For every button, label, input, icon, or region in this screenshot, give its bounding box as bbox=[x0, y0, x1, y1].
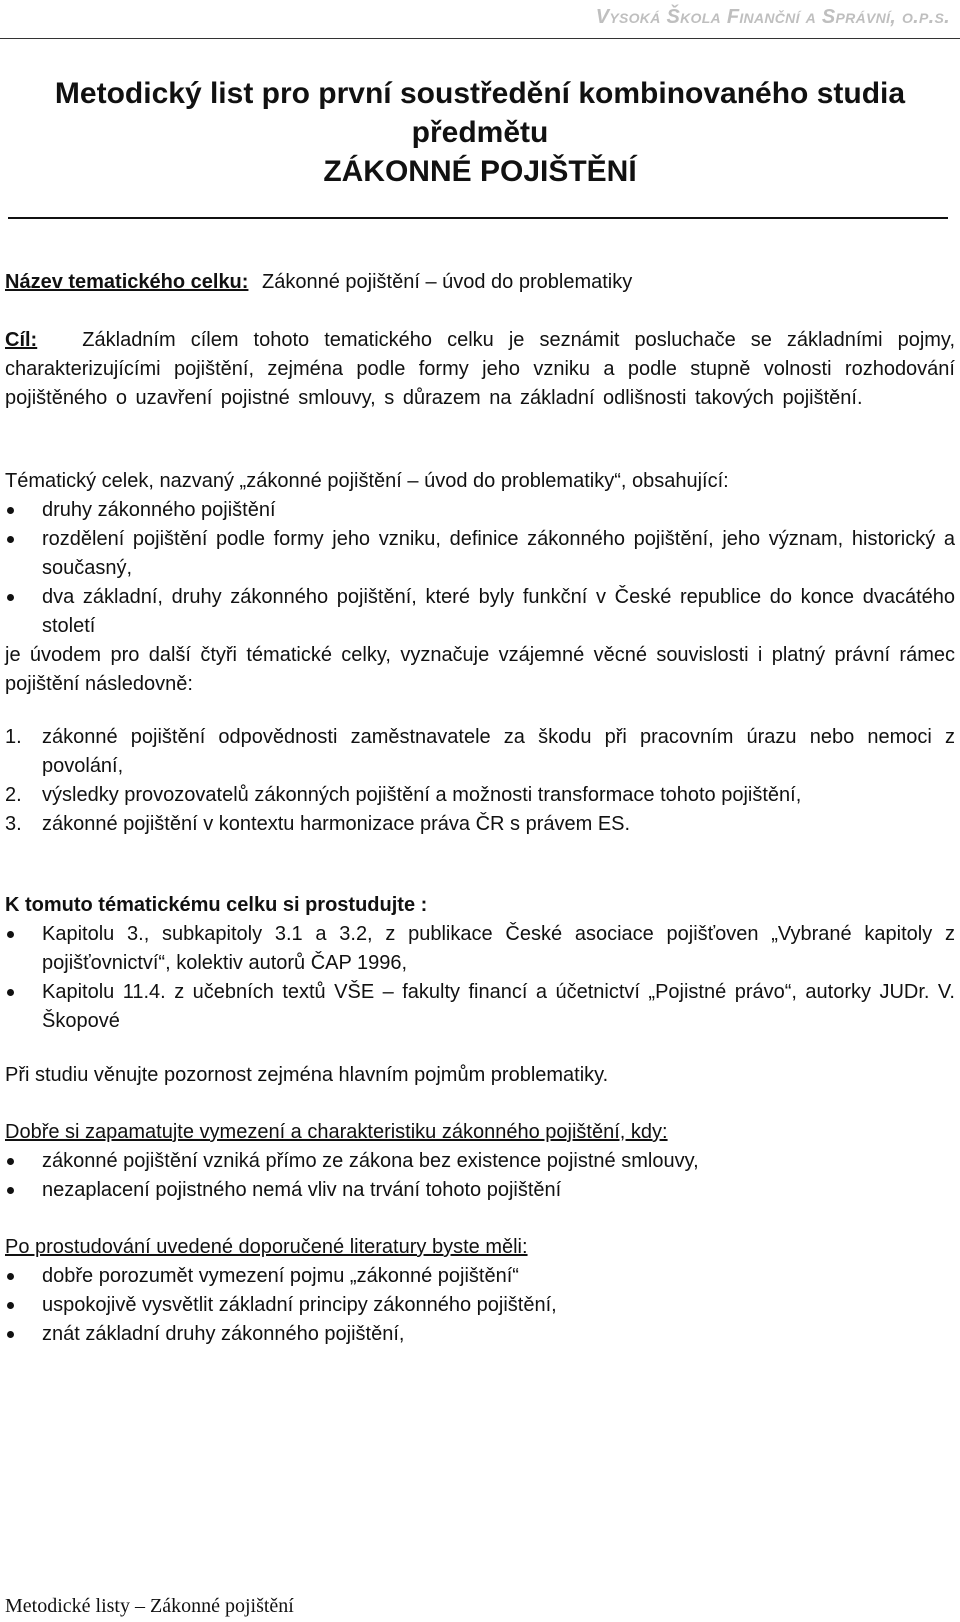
remember-heading: Dobře si zapamatujte vymezení a charakteristiku zákonného pojištění, kdy: bbox=[5, 1121, 668, 1143]
list-item: Kapitolu 11.4. z učebních textů VŠE – fakulty financí a účetnictví „Pojistné právo“, autorky JUDr. V. Škopové bbox=[5, 978, 955, 1036]
page-header bbox=[0, 0, 960, 40]
title-line-3: ZÁKONNÉ POJIŠTĚNÍ bbox=[323, 155, 637, 188]
study-heading: K tomuto tématickému celku si prostudujte : bbox=[5, 894, 428, 916]
title-line-1: Metodický list pro první soustředění kombinovaného studia bbox=[54, 77, 906, 110]
after-list bbox=[5, 1262, 955, 1349]
item-number: 3. bbox=[5, 813, 22, 835]
attention-text: Při studiu věnujte pozornost zejména hlavním pojmům problematiky. bbox=[5, 1064, 609, 1086]
item-number: 2. bbox=[5, 784, 22, 806]
after-heading: Po prostudování uvedené doporučené literatury byste měli: bbox=[5, 1236, 528, 1258]
remember-list bbox=[5, 1147, 955, 1205]
list-item: rozdělení pojištění podle formy jeho vzniku, definice zákonného pojištění, jeho význam, historický a současný, bbox=[5, 525, 955, 583]
title-divider bbox=[8, 217, 948, 219]
item-text: zákonné pojištění v kontextu harmonizace práva ČR s právem ES. bbox=[42, 813, 631, 835]
list-item: nezaplacení pojistného nemá vliv na trvání tohoto pojištění bbox=[5, 1176, 955, 1205]
thematic-closing: je úvodem pro další čtyři tématické celky, vyznačuje vzájemné věcné souvislosti i platný právní rámec pojištění následovně: bbox=[5, 644, 955, 695]
study-list bbox=[5, 920, 955, 1036]
list-item: dva základní, druhy zákonného pojištění, které byly funkční v České republice do konce dvacátého století bbox=[5, 583, 955, 641]
topic-section bbox=[5, 268, 955, 297]
list-item: uspokojivě vysvětlit základní principy zákonného pojištění, bbox=[5, 1291, 955, 1320]
list-item: dobře porozumět vymezení pojmu „zákonné pojištění“ bbox=[5, 1262, 955, 1291]
numbered-section bbox=[5, 723, 955, 839]
after-section bbox=[5, 1233, 955, 1349]
list-item: druhy zákonného pojištění bbox=[5, 496, 955, 525]
list-item: Kapitolu 3., subkapitoly 3.1 a 3.2, z publikace České asociace pojišťoven „Vybrané kapitoly z pojišťovnictví“, kolektiv autorů ČAP 1996, bbox=[5, 920, 955, 978]
thematic-section bbox=[5, 467, 955, 699]
list-item bbox=[5, 723, 955, 781]
item-text: výsledky provozovatelů zákonných pojištění a možnosti transformace tohoto pojištění, bbox=[42, 784, 802, 806]
remember-section bbox=[5, 1118, 955, 1205]
item-number: 1. bbox=[5, 726, 22, 748]
topic-value: Zákonné pojištění – úvod do problematiky bbox=[262, 271, 633, 293]
numbered-list bbox=[5, 723, 955, 839]
thematic-intro: Tématický celek, nazvaný „zákonné pojištění – úvod do problematiky“, obsahující: bbox=[5, 470, 729, 492]
list-item bbox=[5, 810, 955, 839]
item-text: zákonné pojištění odpovědnosti zaměstnavatele za škodu při pracovním úrazu nebo nemoci z povolání, bbox=[42, 726, 955, 777]
header-divider bbox=[0, 38, 960, 39]
list-item: znát základní druhy zákonného pojištění, bbox=[5, 1320, 955, 1349]
document-title bbox=[0, 74, 960, 191]
study-section bbox=[5, 891, 955, 1036]
list-item bbox=[5, 781, 955, 810]
attention-section bbox=[5, 1061, 955, 1090]
goal-label: Cíl: bbox=[5, 329, 38, 351]
list-item: zákonné pojištění vzniká přímo ze zákona bez existence pojistné smlouvy, bbox=[5, 1147, 955, 1176]
goal-section bbox=[5, 326, 955, 413]
goal-text: Základním cílem tohoto tematického celku je seznámit posluchače se základními pojmy, charakterizujícími pojištění, zejména podle formy jeho vzniku a podle stupně volnosti rozhodování pojištěného o uzavření pojistné smlouvy, s důrazem na základní odlišnosti takových pojištění. bbox=[5, 329, 956, 409]
page-footer: Metodické listy – Zákonné pojištění bbox=[5, 1595, 294, 1617]
thematic-list bbox=[5, 496, 955, 641]
title-line-2: předmětu bbox=[411, 116, 549, 149]
topic-label: Název tematického celku: bbox=[5, 271, 249, 293]
school-name: Vysoká Škola Finanční a Správní, o.p.s. bbox=[595, 6, 950, 28]
